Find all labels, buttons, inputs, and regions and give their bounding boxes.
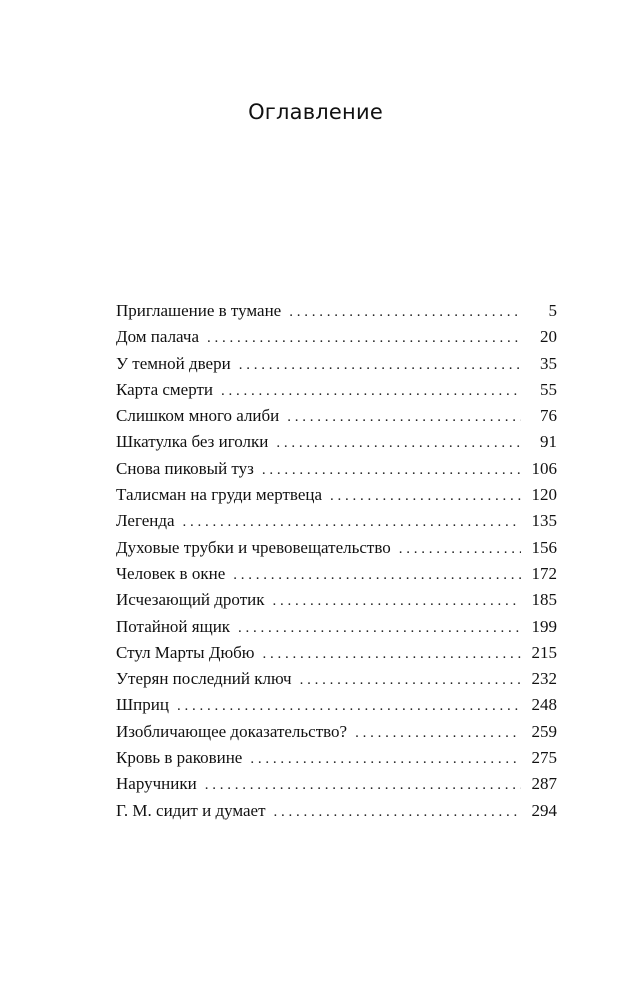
toc-entry-title: Карта смерти — [116, 379, 214, 399]
toc-entry — [116, 456, 557, 482]
toc-entry-title: У темной двери — [116, 353, 231, 373]
toc-entry-title: Снова пиковый туз — [116, 458, 254, 478]
toc-entry-page: 172 — [531, 563, 557, 583]
toc-entry — [116, 535, 557, 561]
toc-entry — [116, 640, 557, 666]
toc-entry — [116, 561, 557, 587]
toc-entry-title: Человек в окне — [116, 563, 226, 583]
toc-entry-page: 215 — [531, 642, 557, 662]
toc-entry — [116, 745, 557, 771]
toc-entry-title: Кровь в раковине — [116, 748, 243, 768]
toc-entry-page: 135 — [531, 511, 557, 531]
toc-entry-page: 185 — [531, 590, 557, 610]
toc-entry-page: 106 — [531, 458, 557, 478]
dot-leader — [183, 509, 521, 535]
toc-entry — [116, 771, 557, 797]
dot-leader — [207, 325, 521, 351]
toc-entry-page: 199 — [531, 616, 557, 636]
toc-entry-title: Приглашение в тумане — [116, 301, 282, 320]
toc-entry-title: Дом палача — [116, 327, 200, 347]
toc-entry-title: Изобличающее доказательство? — [116, 721, 348, 741]
dot-leader — [330, 483, 521, 509]
dot-leader — [238, 615, 521, 641]
toc-entry-title: Легенда — [116, 511, 175, 531]
toc-entry-page: 156 — [531, 537, 557, 557]
dot-leader — [239, 352, 521, 378]
toc-entry-page: 20 — [540, 327, 557, 347]
dot-leader — [221, 378, 521, 404]
toc-entry — [116, 719, 557, 745]
toc-entry-title: Талисман на груди мертвеца — [116, 485, 323, 505]
toc-entry — [116, 351, 557, 377]
toc-entry — [116, 429, 557, 455]
toc-entry — [116, 614, 557, 640]
toc-entry-page: 120 — [531, 485, 557, 505]
table-of-contents — [116, 298, 557, 824]
toc-entry-page: 232 — [531, 669, 557, 689]
toc-entry — [116, 798, 557, 824]
toc-entry — [116, 692, 557, 718]
toc-entry-title: Шкатулка без иголки — [116, 432, 269, 452]
dot-leader — [287, 404, 521, 430]
dot-leader — [233, 562, 521, 588]
dot-leader — [273, 588, 522, 614]
dot-leader — [263, 641, 522, 667]
toc-entry — [116, 403, 557, 429]
toc-entry-title: Наручники — [116, 774, 197, 794]
dot-leader — [300, 667, 521, 693]
toc-entry — [116, 666, 557, 692]
toc-entry-page: 35 — [540, 353, 557, 373]
toc-entry-page: 76 — [540, 406, 557, 426]
toc-entry-page: 5 — [548, 301, 557, 320]
dot-leader — [289, 299, 521, 325]
toc-entry-title: Слишком много алиби — [116, 406, 280, 426]
toc-entry-page: 294 — [531, 800, 557, 820]
toc-entry-title: Утерян последний ключ — [116, 669, 292, 689]
dot-leader — [205, 772, 521, 798]
dot-leader — [276, 430, 521, 456]
toc-entry-title: Шприц — [116, 695, 169, 715]
dot-leader — [177, 693, 521, 719]
toc-entry-page: 91 — [540, 432, 557, 452]
toc-entry — [116, 324, 557, 350]
toc-entry-page: 287 — [531, 774, 557, 794]
dot-leader — [250, 746, 521, 772]
toc-entry-title: Стул Марты Дюбю — [116, 642, 255, 662]
toc-entry-title: Потайной ящик — [116, 616, 231, 636]
toc-entry-page: 248 — [531, 695, 557, 715]
dot-leader — [262, 457, 521, 483]
toc-entry-page: 55 — [540, 379, 557, 399]
toc-entry — [116, 587, 557, 613]
toc-entry-page: 259 — [531, 721, 557, 741]
toc-entry — [116, 377, 557, 403]
toc-entry-title: Г. М. сидит и думает — [116, 800, 266, 820]
toc-entry-title: Духовые трубки и чревовещательство — [116, 537, 391, 557]
dot-leader — [355, 720, 521, 746]
dot-leader — [274, 799, 521, 825]
page-title: Оглавление — [248, 100, 383, 125]
dot-leader — [399, 536, 521, 562]
toc-entry — [116, 508, 557, 534]
toc-entry-title: Исчезающий дротик — [116, 590, 265, 610]
toc-entry-page: 275 — [531, 748, 557, 768]
toc-entry — [116, 482, 557, 508]
toc-entry — [116, 298, 557, 324]
